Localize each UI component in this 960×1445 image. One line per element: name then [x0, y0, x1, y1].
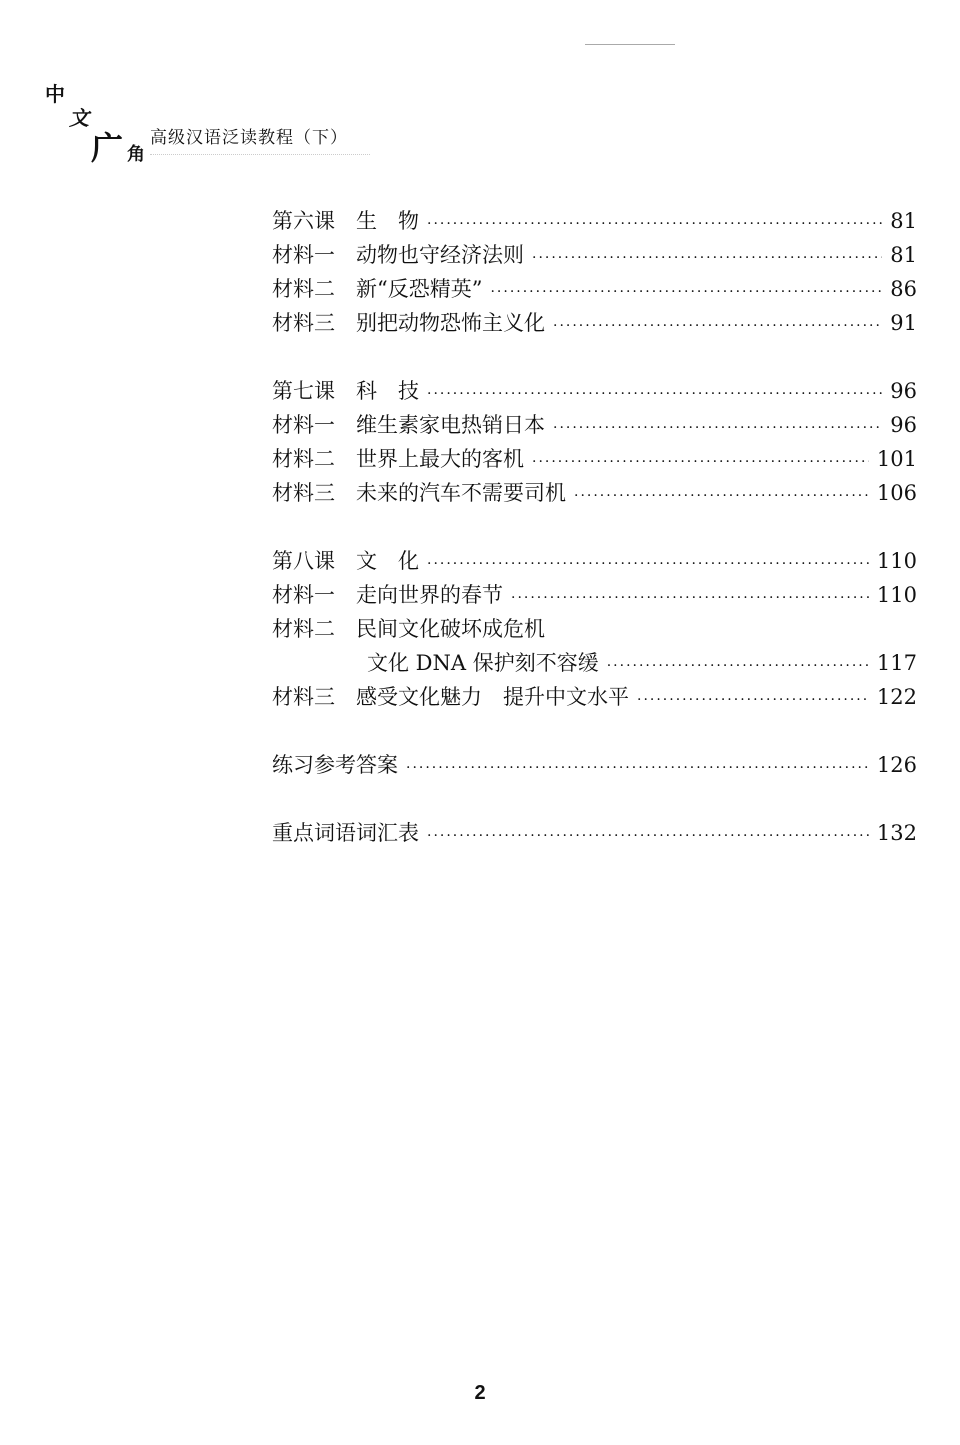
scan-mark — [585, 44, 675, 45]
toc-label: 材料二 世界上最大的客机 — [272, 447, 524, 471]
toc-label: 第八课 文 化 — [272, 549, 419, 573]
toc-entry-continued[interactable] — [272, 650, 917, 684]
toc-entry[interactable] — [272, 412, 917, 446]
leader-dots — [532, 453, 869, 471]
toc-page: 126 — [876, 753, 917, 777]
toc-entry[interactable] — [272, 208, 917, 242]
leader-dots — [427, 827, 869, 845]
toc-page: 117 — [876, 651, 917, 675]
toc-page: 110 — [876, 583, 917, 607]
series-logo — [45, 84, 145, 172]
toc-page: 86 — [890, 277, 917, 301]
toc-label: 第六课 生 物 — [272, 209, 419, 233]
toc-page: 101 — [876, 447, 917, 471]
toc-label: 文化 DNA 保护刻不容缓 — [367, 651, 599, 675]
toc-entry[interactable] — [272, 276, 917, 310]
toc-entry[interactable] — [272, 684, 917, 718]
toc-entry[interactable] — [272, 582, 917, 616]
logo-glyph: 广 — [91, 129, 124, 167]
toc-label: 材料二 新“反恐精英” — [272, 277, 483, 301]
toc-entry[interactable] — [272, 378, 917, 412]
leader-dots — [607, 657, 869, 675]
toc-entry[interactable] — [272, 310, 917, 344]
leader-dots — [490, 283, 882, 301]
toc-label: 材料一 维生素家电热销日本 — [272, 413, 545, 437]
toc-page: 106 — [876, 481, 917, 505]
toc-label: 材料三 未来的汽车不需要司机 — [272, 481, 566, 505]
leader-dots — [553, 317, 882, 335]
toc-label: 材料一 走向世界的春节 — [272, 583, 503, 607]
toc-page: 91 — [890, 311, 917, 335]
toc-entry[interactable] — [272, 752, 917, 786]
toc-page: 81 — [890, 243, 917, 267]
book-title: 高级汉语泛读教程（下） — [150, 128, 348, 148]
leader-dots — [406, 759, 869, 777]
leader-dots — [532, 249, 882, 267]
logo-glyph: 中 — [45, 82, 65, 106]
toc-page: 132 — [876, 821, 917, 845]
toc-entry[interactable] — [272, 242, 917, 276]
toc-entry[interactable] — [272, 480, 917, 514]
toc-page: 81 — [890, 209, 917, 233]
toc-entry[interactable] — [272, 616, 917, 650]
header-divider — [150, 154, 370, 155]
leader-dots — [511, 589, 869, 607]
toc-label: 材料二 民间文化破坏成危机 — [272, 617, 545, 641]
toc-label: 重点词语词汇表 — [272, 821, 419, 845]
toc-page: 110 — [876, 549, 917, 573]
leader-dots — [427, 215, 882, 233]
toc-page: 96 — [890, 379, 917, 403]
logo-glyph: 文 — [69, 106, 89, 130]
toc-label: 练习参考答案 — [272, 753, 398, 777]
leader-dots — [427, 555, 869, 573]
toc-label: 材料一 动物也守经济法则 — [272, 243, 524, 267]
leader-dots — [637, 691, 869, 709]
toc-label: 材料三 感受文化魅力 提升中文水平 — [272, 685, 629, 709]
table-of-contents — [272, 208, 917, 854]
toc-entry[interactable] — [272, 548, 917, 582]
toc-entry[interactable] — [272, 820, 917, 854]
page-number: 2 — [474, 1382, 486, 1404]
logo-glyph: 角 — [127, 144, 145, 165]
leader-dots — [574, 487, 869, 505]
leader-dots — [427, 385, 882, 403]
toc-page: 96 — [890, 413, 917, 437]
leader-dots — [553, 419, 882, 437]
toc-page: 122 — [876, 685, 917, 709]
toc-label: 材料三 别把动物恐怖主义化 — [272, 311, 545, 335]
toc-entry[interactable] — [272, 446, 917, 480]
toc-label: 第七课 科 技 — [272, 379, 419, 403]
